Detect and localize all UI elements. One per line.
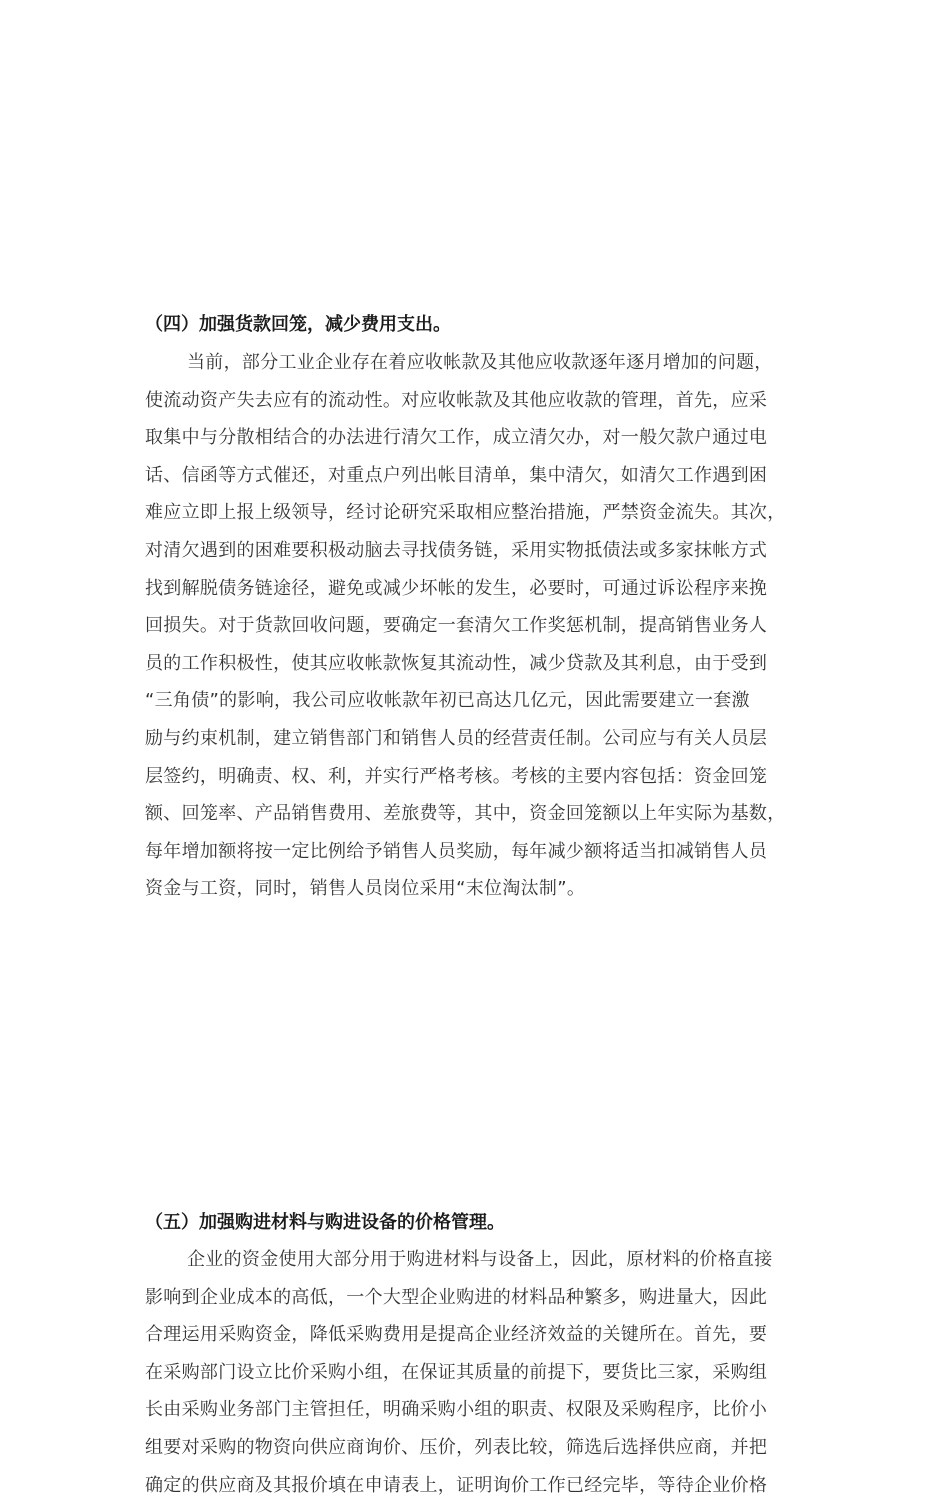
paragraph-line: 资金与工资，同时，销售人员岗位采用“末位淘汰制”。 bbox=[145, 878, 586, 900]
paragraph-line: 员的工作积极性，使其应收帐款恢复其流动性，减少贷款及其利息，由于受到 bbox=[145, 652, 768, 674]
paragraph-line: 取集中与分散相结合的办法进行清欠工作，成立清欠办，对一般欠款户通过电 bbox=[145, 427, 768, 449]
paragraph-line: 企业的资金使用大部分用于购进材料与设备上，因此，原材料的价格直接 bbox=[187, 1249, 773, 1270]
section-paragraph-5 bbox=[145, 1241, 773, 1504]
paragraph-line: 长由采购业务部门主管担任，明确采购小组的职责、权限及采购程序，比价小 bbox=[145, 1399, 768, 1421]
paragraph-line: 影响到企业成本的高低，一个大型企业购进的材料品种繁多，购进量大，因此 bbox=[145, 1286, 768, 1308]
paragraph-line: 难应立即上报上级领导，经讨论研究采取相应整治措施，严禁资金流失。其次， bbox=[145, 502, 786, 524]
paragraph-line: 话、信函等方式催还，对重点户列出帐目清单，集中清欠，如清欠工作遇到困 bbox=[145, 464, 768, 486]
paragraph-line: 使流动资产失去应有的流动性。对应收帐款及其他应收款的管理，首先，应采 bbox=[145, 389, 768, 411]
paragraph-line: 额、回笼率、产品销售费用、差旅费等，其中，资金回笼额以上年实际为基数， bbox=[145, 803, 786, 825]
paragraph-line: 每年增加额将按一定比例给予销售人员奖励，每年减少额将适当扣减销售人员 bbox=[145, 840, 768, 862]
paragraph-line: 在采购部门设立比价采购小组，在保证其质量的前提下，要货比三家，采购组 bbox=[145, 1361, 768, 1383]
paragraph-line: 确定的供应商及其报价填在申请表上，证明询价工作已经完毕，等待企业价格 bbox=[145, 1474, 768, 1496]
paragraph-line: 当前，部分工业企业存在着应收帐款及其他应收款逐年逐月增加的问题， bbox=[187, 352, 773, 373]
section-heading-5: （五）加强购进材料与购进设备的价格管理。 bbox=[145, 1212, 505, 1233]
paragraph-line: 励与约束机制，建立销售部门和销售人员的经营责任制。公司应与有关人员层 bbox=[145, 727, 768, 749]
paragraph-line: 回损失。对于货款回收问题，要确定一套清欠工作奖惩机制，提高销售业务人 bbox=[145, 615, 768, 637]
paragraph-line: 组要对采购的物资向供应商询价、压价，列表比较，筛选后选择供应商，并把 bbox=[145, 1436, 768, 1458]
section-heading-4: （四）加强货款回笼，减少费用支出。 bbox=[145, 314, 451, 335]
paragraph-line: 层签约，明确责、权、利，并实行严格考核。考核的主要内容包括：资金回笼 bbox=[145, 765, 768, 787]
paragraph-line: 找到解脱债务链途径，避免或减少坏帐的发生，必要时，可通过诉讼程序来挽 bbox=[145, 577, 768, 599]
paragraph-line: 合理运用采购资金，降低采购费用是提高企业经济效益的关键所在。首先，要 bbox=[145, 1324, 768, 1346]
paragraph-line: “三角债”的影响，我公司应收帐款年初已高达几亿元，因此需要建立一套激 bbox=[145, 690, 750, 712]
section-paragraph-4 bbox=[145, 344, 786, 908]
paragraph-line: 对清欠遇到的困难要积极动脑去寻找债务链，采用实物抵债法或多家抹帐方式 bbox=[145, 539, 768, 561]
